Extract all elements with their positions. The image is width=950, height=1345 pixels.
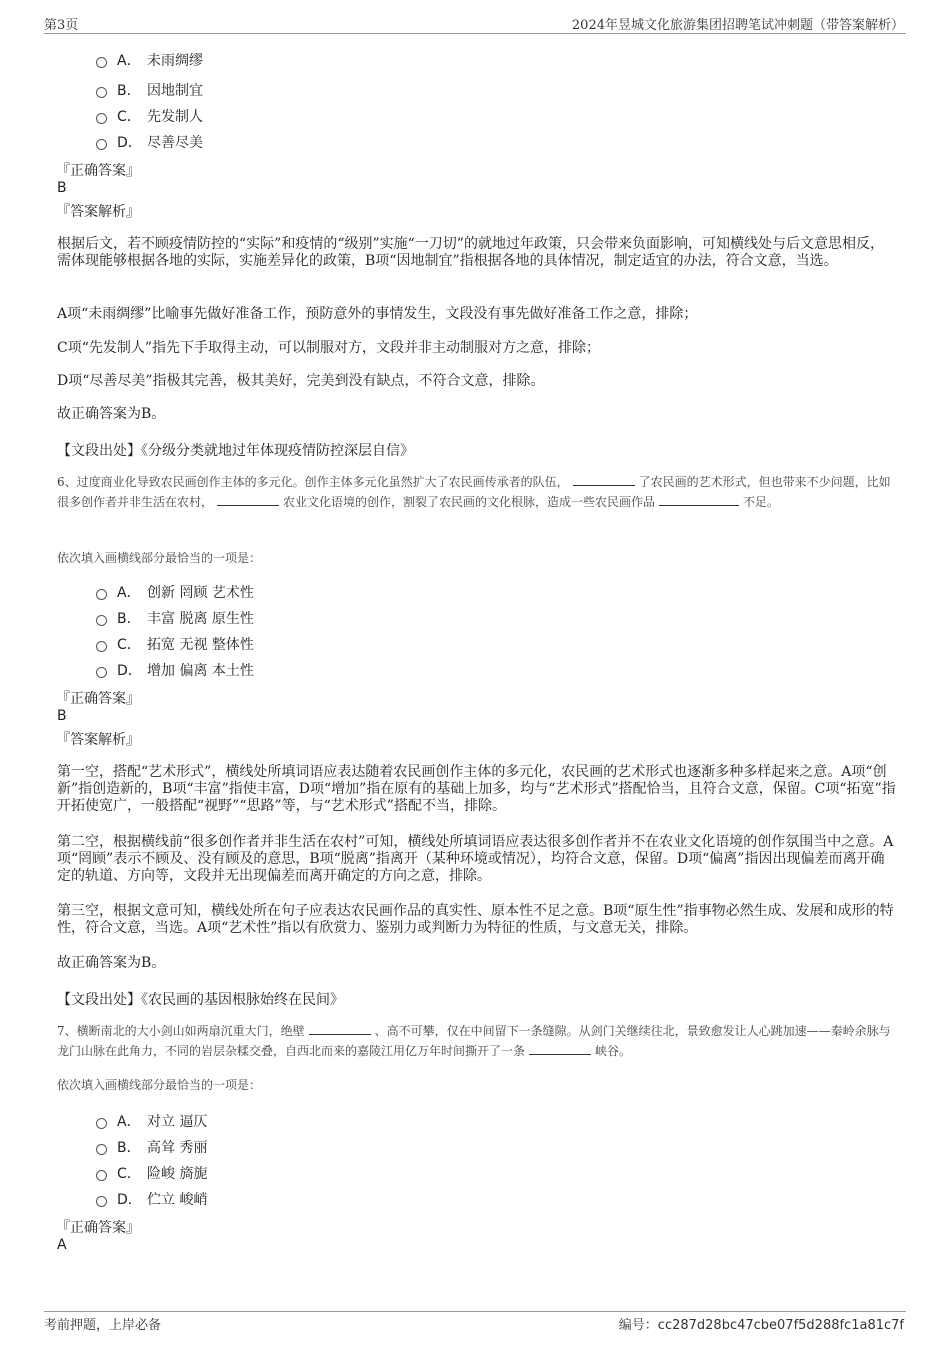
footer-divider — [44, 1311, 906, 1312]
q6-answer-label: 『正确答案』 — [56, 691, 140, 707]
radio-icon[interactable] — [96, 139, 107, 150]
blank-line[interactable] — [309, 1022, 371, 1035]
q7-option-c[interactable]: C． 险峻 旖旎 — [96, 1163, 207, 1183]
q5-answer-label: 『正确答案』 — [56, 163, 140, 179]
q7-option-d[interactable]: D． 伫立 峻峭 — [96, 1189, 207, 1209]
q6-analysis-paragraph: 第一空，搭配“艺术形式”，横线处所填词语应表达随着农民画创作主体的多元化，农民画的艺术形式也逐渐多种多样起来之意。A项“创新”指创造新的，B项“丰富”指使丰富，D项“增加”指在原有的基础上加多，均与“艺术形式”搭配恰当，且符合文意，保留。C项“拓宽”指开拓使宽广，一般搭配“视野”“思路”等，与“艺术形式”搭配不当，排除。 — [57, 764, 896, 814]
q5-option-a[interactable]: A． 未雨绸缪 — [96, 50, 203, 70]
q5-analysis-paragraph: C项“先发制人”指先下手取得主动，可以制服对方，文段并非主动制服对方之意，排除； — [57, 340, 601, 356]
q6-stem: 6、过度商业化导致农民画创作主体的多元化。创作主体多元化虽然扩大了农民画传承者的队伍， 了农民画的艺术形式，但也带来不少问题，比如很多创作者并非生活在农村， 农业文化语境的创作，割裂了农民画的文化根脉，造成一些农民画作品 不足。 — [57, 475, 891, 509]
q6-prompt: 依次填入画横线部分最恰当的一项是： — [57, 551, 262, 565]
q6-option-d[interactable]: D． 增加 偏离 本土性 — [96, 660, 254, 680]
q7-answer-label: 『正确答案』 — [56, 1220, 140, 1236]
blank-line[interactable] — [659, 493, 739, 506]
q5-analysis-label: 『答案解析』 — [56, 204, 140, 220]
blank-line[interactable] — [573, 473, 635, 486]
q6-option-c[interactable]: C． 拓宽 无视 整体性 — [96, 634, 254, 654]
q6-source: 【文段出处】《农民画的基因根脉始终在民间》 — [57, 992, 344, 1008]
radio-icon[interactable] — [96, 615, 107, 626]
q5-answer: B — [57, 180, 67, 196]
footer-code: 编号：cc287d28bc47cbe07f5d288fc1a81c7f — [618, 1318, 904, 1333]
page-number: 第3页 — [44, 18, 79, 33]
q5-option-b[interactable]: B． 因地制宜 — [96, 80, 203, 100]
q6-analysis-paragraph: 故正确答案为B。 — [57, 955, 166, 971]
q5-source: 【文段出处】《分级分类就地过年体现疫情防控深层自信》 — [57, 443, 414, 459]
radio-icon[interactable] — [96, 1144, 107, 1155]
radio-icon[interactable] — [96, 589, 107, 600]
q5-analysis-paragraph: A项“未雨绸缪”比喻事先做好准备工作，预防意外的事情发生，文段没有事先做好准备工作之意，排除； — [57, 306, 698, 322]
q6-analysis-label: 『答案解析』 — [56, 732, 140, 748]
q6-option-b[interactable]: B． 丰富 脱离 原生性 — [96, 608, 254, 628]
q6-analysis-paragraph: 第二空，根据横线前“很多创作者并非生活在农村”可知，横线处所填词语应表达很多创作者并不在农业文化语境的创作氛围当中之意。A项“罔顾”表示不顾及、没有顾及的意思，B项“脱离”指离开（某种环境或情况），均符合文意，保留。D项“偏离”指因出现偏差而离开确定的轨道、方向等，文段并无出现偏差而离开确定的方向之意，排除。 — [57, 834, 894, 884]
q7-answer: A — [57, 1237, 67, 1253]
q7-option-a[interactable]: A． 对立 逼仄 — [96, 1111, 207, 1131]
q7-prompt: 依次填入画横线部分最恰当的一项是： — [57, 1078, 262, 1092]
q5-analysis-paragraph: 根据后文，若不顾疫情防控的“实际”和疫情的“级别”实施“一刀切”的就地过年政策，只会带来负面影响，可知横线处与后文意思相反，需体现能够根据各地的实际，实施差异化的政策，B项“因地制宜”指根据各地的具体情况，制定适宜的办法，符合文意，当选。 — [57, 236, 884, 269]
footer-slogan: 考前押题，上岸必备 — [44, 1318, 162, 1333]
blank-line[interactable] — [529, 1042, 591, 1055]
blank-line[interactable] — [217, 493, 279, 506]
q5-analysis-paragraph: 故正确答案为B。 — [57, 406, 166, 422]
q5-option-d[interactable]: D． 尽善尽美 — [96, 132, 203, 152]
q7-stem: 7、横断南北的大小剑山如两扇沉重大门，绝壁 、高不可攀，仅在中间留下一条缝隙。从剑门关继续往北，景致愈发让人心跳加速——秦岭余脉与龙门山脉在此角力，不同的岩层杂糅交叠，自西北而来的嘉陵江用亿万年时间撕开了一条 峡谷。 — [57, 1024, 891, 1058]
radio-icon[interactable] — [96, 667, 107, 678]
radio-icon[interactable] — [96, 113, 107, 124]
radio-icon[interactable] — [96, 87, 107, 98]
radio-icon[interactable] — [96, 57, 107, 68]
radio-icon[interactable] — [96, 1170, 107, 1181]
radio-icon[interactable] — [96, 1118, 107, 1129]
q6-answer: B — [57, 708, 67, 724]
radio-icon[interactable] — [96, 1196, 107, 1207]
radio-icon[interactable] — [96, 641, 107, 652]
q5-option-c[interactable]: C． 先发制人 — [96, 106, 203, 126]
document-title: 2024年昱城文化旅游集团招聘笔试冲刺题（带答案解析） — [571, 18, 904, 33]
q7-option-b[interactable]: B． 高耸 秀丽 — [96, 1137, 207, 1157]
q5-analysis-paragraph: D项“尽善尽美”指极其完善，极其美好，完美到没有缺点，不符合文意，排除。 — [57, 373, 545, 389]
header-divider — [44, 33, 906, 34]
q6-option-a[interactable]: A． 创新 罔顾 艺术性 — [96, 582, 254, 602]
q6-analysis-paragraph: 第三空，根据文意可知，横线处所在句子应表达农民画作品的真实性、原本性不足之意。B项“原生性”指事物必然生成、发展和成形的特性，符合文意，当选。A项“艺术性”指以有欣赏力、鉴别力或判断力为特征的性质，与文意无关，排除。 — [57, 903, 894, 936]
